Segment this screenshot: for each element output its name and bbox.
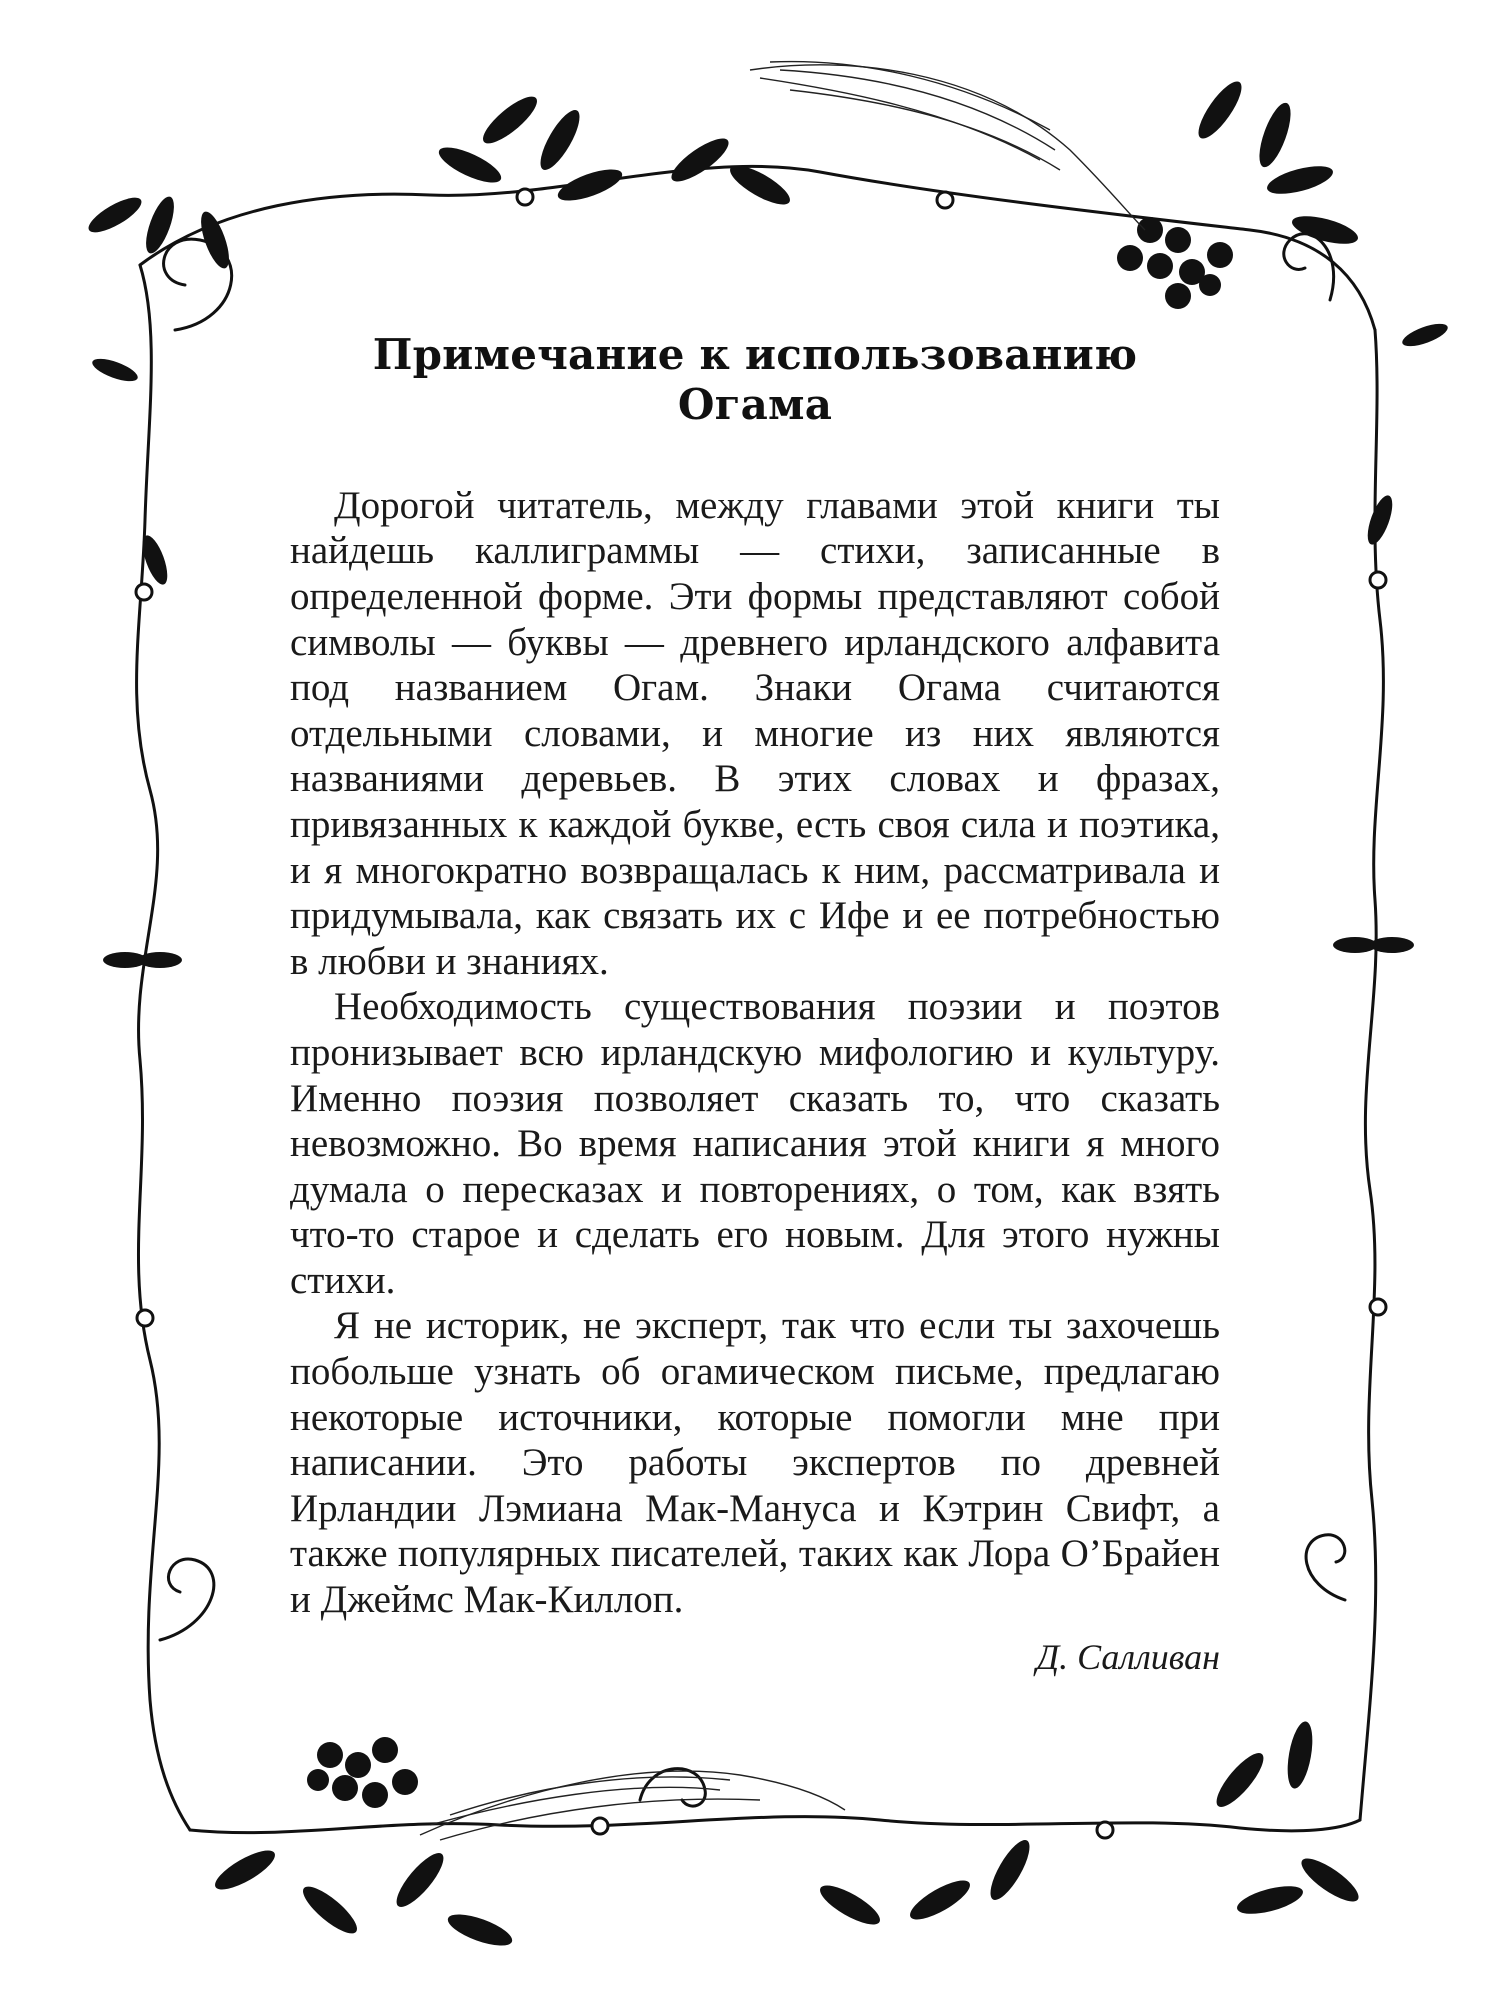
berry [1207,242,1233,268]
leaf [1191,76,1248,144]
berry [317,1742,343,1768]
leaf [1400,319,1451,350]
author-signature: Д. Салливан [1036,1636,1220,1677]
frame-right-vine [1360,330,1383,1820]
frame-inner-swirl [1284,234,1334,300]
bead [1370,1299,1386,1315]
leaf [435,141,506,190]
berry [362,1782,388,1808]
berry [345,1752,371,1778]
berry [1147,253,1173,279]
bead [137,1310,153,1326]
document-body [290,330,1220,1681]
leaf [1296,1851,1364,1908]
bead [1370,572,1386,588]
page-title: Примечание к использованию Огама [372,330,1138,430]
berry [392,1769,418,1795]
berry [1165,227,1191,253]
leaf [84,191,146,238]
leaf [444,1908,515,1952]
bead [592,1818,608,1834]
berry [1165,283,1191,309]
frame-inner-swirl [1306,1535,1345,1600]
leaf [905,1873,975,1926]
leaf [1210,1747,1271,1813]
feather-bottom [420,1771,845,1840]
leaf [1370,937,1414,953]
paragraph: Необходимость существования поэзии и поэтов пронизывает всю ирландскую мифологию и культуру. Именно поэзия позволяет сказать то, что сказать невозможно. Во время написания этой книги я много думала о пересказах и повторениях, о том, как взять что-то старое и сделать его новым. Для этого нужны стихи. [290,985,1220,1302]
berry [372,1737,398,1763]
bead [937,192,953,208]
leaf [210,1843,280,1896]
leaf [1253,99,1297,170]
leaf [815,1878,885,1931]
berry [332,1775,358,1801]
paragraph: Я не историк, не эксперт, так что если ты захочешь побольше узнать об огамическом письме, предлагаю некоторые источники, которые помогли мне при написании. Это работы экспертов по древней Ирландии Лэмиана Мак-Мануса и Кэтрин Свифт, а также популярных писателей, таких как Лора О’Брайен и Джеймс Мак-Киллоп. [290,1304,1220,1622]
paragraph: Дорогой читатель, между главами этой книги ты найдешь каллиграммы — стихи, записанные в определенной форме. Эти формы представляют собой символы — буквы — древнего ирландского алфавита под названием Огам. Знаки Огама считаются отдельными словами, и многие из них являются названиями деревьев. В этих словах и фразах, привязанных к каждой букве, есть своя сила и поэтика, и я многократно возвращалась к ним, рассматривала и придумывала, как связать их с Ифе и ее потребностью в любви и знаниях. [290,483,1220,983]
leaf [983,1835,1036,1905]
leaf [390,1847,451,1913]
leaf [533,105,586,175]
leaf [140,193,179,256]
berry [1199,274,1221,296]
bead [517,189,533,205]
berry [1137,217,1163,243]
leaf [1283,1720,1316,1791]
frame-left-vine [137,265,190,1830]
leaf [666,131,734,188]
frame-inner-swirl [160,1559,214,1640]
leaf [103,952,147,968]
frame-bottom-vine [190,1817,1360,1833]
bead [1097,1822,1113,1838]
berry [307,1769,329,1791]
leaf [1363,492,1398,547]
leaf [1234,1881,1305,1920]
leaf [90,354,141,385]
leaf [297,1880,363,1941]
leaf [1264,161,1335,200]
berry [1117,245,1143,271]
leaf [477,90,543,151]
bead [136,584,152,600]
